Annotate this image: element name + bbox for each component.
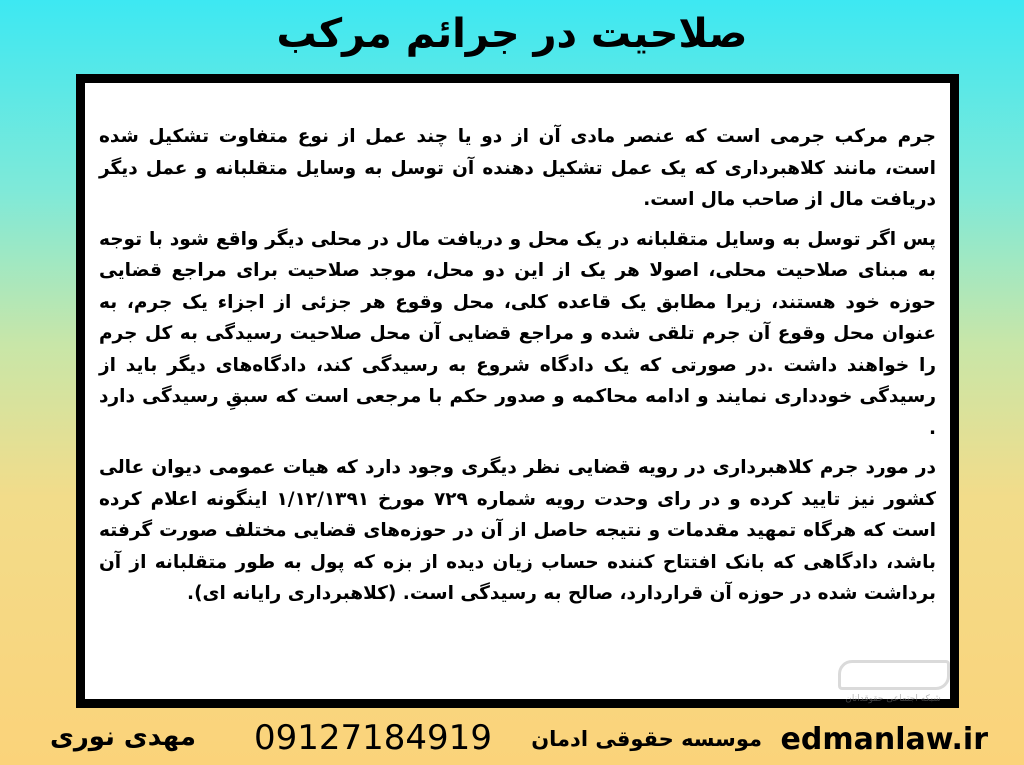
- watermark-caption: شبکه اجتماعی حقوقدانان: [845, 694, 941, 704]
- footer: [0, 712, 1024, 765]
- institute-name: موسسه حقوقی ادمان: [531, 727, 762, 751]
- content-box: [76, 74, 959, 708]
- paragraph-definition: جرم مرکب جرمی است که عنصر مادی آن از دو یا چند عمل از نوع متفاوت تشکیل شده است، مانند کلاهبرداری که یک عمل تشکیل دهنده آن توسل به وسایل متقلبانه و عمل دیگر دریافت مال از صاحب مال است.: [99, 126, 936, 210]
- paragraph-fraud-ruling: در مورد جرم کلاهبرداری در رویه قضایی نظر دیگری وجود دارد که هیات عمومی دیوان عالی کشور نیز تایید کرده و در رای وحدت رویه شماره ۷۲۹ مورخ ۱/۱۲/۱۳۹۱ اینگونه اعلام کرده است که هرگاه تمهید مقدمات و نتیجه حاصل از آن در حوزه‌های قضایی مختلف صورت گرفته باشد، دادگاهی که بانک افتتاح کننده حساب زیان دیده از بزه که پول به طور متقلبانه از آن برداشت شده در حوزه آن قراردارد، صالح به رسیدگی است. (کلاهبرداری رایانه ای).: [99, 457, 937, 604]
- author-name: مهدی نوری: [50, 722, 197, 752]
- phone-number: 09127184919: [254, 718, 492, 758]
- paragraph-jurisdiction: پس اگر توسل به وسایل متقلبانه در یک محل و دریافت مال در محلی دیگر واقع شود با توجه به مبنای صلاحیت محلی، اصولا هر یک از این دو محل، موجد صلاحیت برای مراجع قضایی حوزه خود هستند، زیرا مطابق یک قاعده کلی، محل وقوع هر جزئی از اجزاء یک جرم، به عنوان محل وقوع آن جرم تلقی شده و مراجع قضایی آن محل صلاحیت رسیدگی به کل جرم را خواهند داشت .در صورتی که یک دادگاه شروع به رسیدگی کند، دادگاه‌های دیگر باید از رسیدگی خودداری نمایند و ادامه محاکمه و صدور حکم با مرجعی است که سبقِ رسیدگی دارد .: [99, 228, 936, 439]
- website-link[interactable]: edmanlaw.ir: [780, 722, 988, 757]
- page-title: صلاحیت در جرائم مرکب: [276, 11, 748, 57]
